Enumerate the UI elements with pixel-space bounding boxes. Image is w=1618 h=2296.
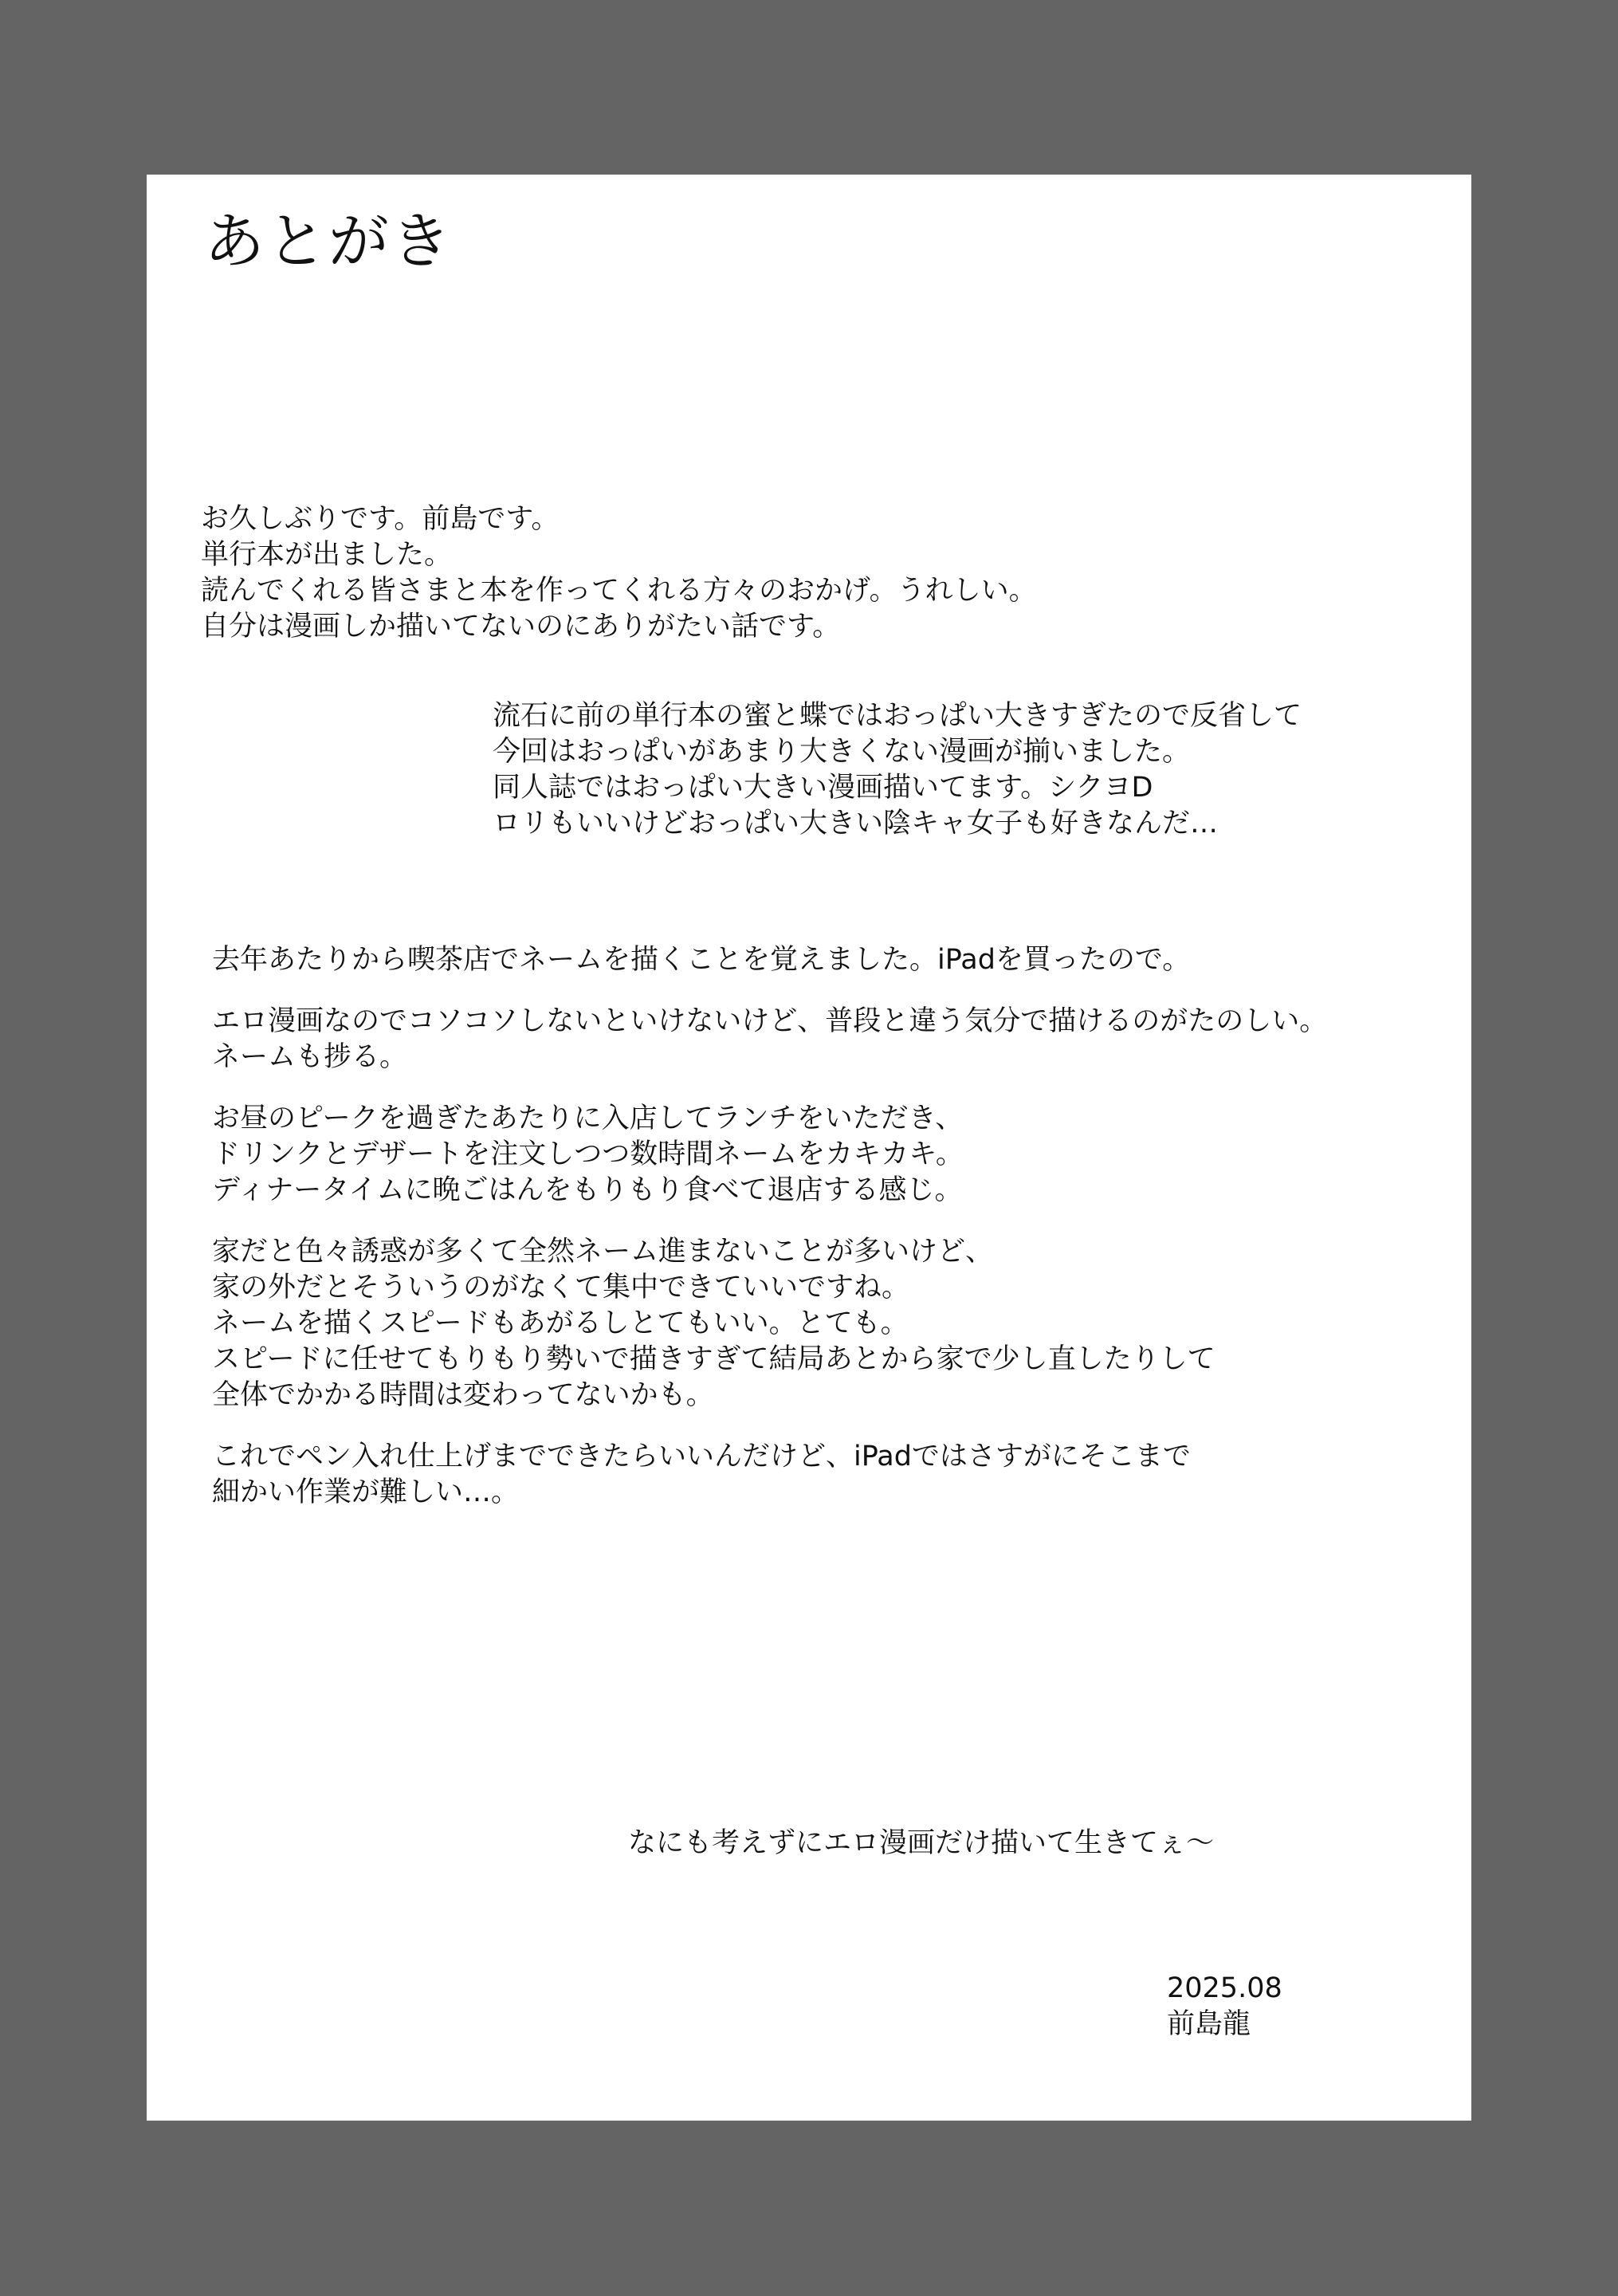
afterword-page <box>147 175 1471 2121</box>
intro-paragraph <box>201 501 1037 645</box>
text-line: ディナータイムに晩ごはんをもりもり食べて退店する感じ。 <box>212 1174 963 1206</box>
text-line: お久しぶりです。前島です。 <box>201 503 560 535</box>
paragraph-gap <box>212 1209 1327 1234</box>
text-line: 家だと色々誘惑が多くて全然ネーム進まないことが多いけど、 <box>212 1236 994 1268</box>
paragraph-gap <box>212 1075 1327 1101</box>
text-line: ネームを描くスピードもあがるしとてもいい。とても。 <box>212 1307 909 1339</box>
text-line: 流石に前の単行本の蜜と蝶ではおっぱい大きすぎたので反省して <box>493 700 1302 732</box>
signature-date: 2025.08 <box>1167 1972 1282 2004</box>
text-line: ネームも捗る。 <box>212 1041 408 1073</box>
page-title: あとがき <box>204 206 453 277</box>
text-line: 今回はおっぱいがあまり大きくない漫画が揃いました。 <box>493 736 1191 768</box>
text-line: これでペン入れ仕上げまでできたらいいんだけど、iPadではさすがにそこまで <box>212 1441 1191 1472</box>
paragraph-gap <box>212 1413 1327 1439</box>
text-line: 細かい作業が難しい…。 <box>212 1476 520 1508</box>
closing-line: なにも考えずにエロ漫画だけ描いて生きてぇ〜 <box>628 1827 1215 1859</box>
text-line: 読んでくれる皆さまと本を作ってくれる方々のおかげ。うれしい。 <box>201 575 1037 607</box>
text-line: 去年あたりから喫茶店でネームを描くことを覚えました。iPadを買ったので。 <box>212 944 1191 976</box>
text-line: ドリンクとデザートを注文しつつ数時間ネームをカキカキ。 <box>212 1138 964 1170</box>
signature-name: 前島龍 <box>1167 2008 1251 2040</box>
text-line: 自分は漫画しか描いてないのにありがたい話です。 <box>201 611 841 643</box>
paragraph-gap <box>212 978 1327 1004</box>
text-line: エロ漫画なのでコソコソしないといけないけど、普段と違う気分で描けるのがたのしい。 <box>212 1005 1328 1037</box>
text-line: ロリもいいけどおっぱい大きい陰キャ女子も好きなんだ… <box>493 808 1219 839</box>
text-line: 家の外だとそういうのがなくて集中できていいですね。 <box>212 1272 910 1303</box>
text-line: お昼のピークを過ぎたあたりに入店してランチをいただき、 <box>212 1103 964 1134</box>
main-body <box>212 942 1327 1511</box>
text-line: 全体でかかる時間は変わってないかも。 <box>212 1379 714 1411</box>
text-line: スピードに任せてもりもり勢いで描きすぎて結局あとから家で少し直したりして <box>212 1343 1215 1375</box>
text-line: 同人誌ではおっぱい大きい漫画描いてます。シクヨD <box>493 772 1153 804</box>
aside-paragraph <box>493 698 1302 842</box>
text-line: 単行本が出ました。 <box>201 539 453 571</box>
signature <box>1167 1971 1311 2042</box>
